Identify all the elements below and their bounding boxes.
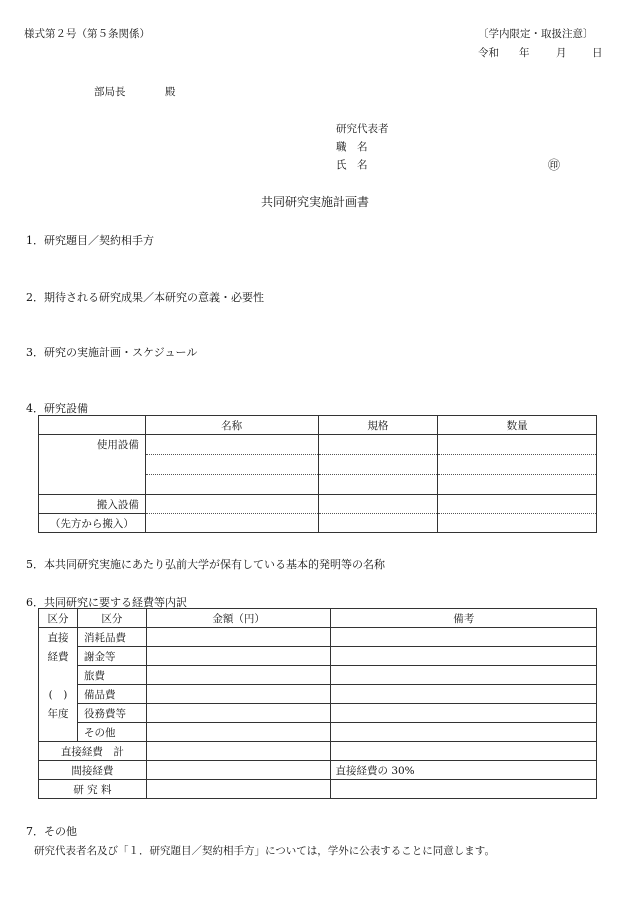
- date-month: 月: [556, 47, 567, 59]
- table-row: [39, 435, 597, 455]
- date-era: 令和: [478, 47, 499, 59]
- seal-mark: ㊞: [548, 158, 561, 172]
- equipment-table: [38, 415, 597, 533]
- direct-label-2: 経費: [47, 651, 69, 663]
- cost-table: [38, 608, 597, 799]
- table-row: [39, 495, 597, 514]
- form-number: 様式第２号（第５条関係）: [24, 28, 150, 40]
- consent-statement: 研究代表者名及び「１．研究題目／契約相手方」については，学外に公表することに同意します。: [34, 845, 495, 857]
- col-header-quantity: 数量: [438, 416, 597, 435]
- item-equipment: 備品費: [77, 685, 146, 704]
- brought-equipment-label: 搬入設備: [39, 495, 146, 514]
- document-title: 共同研究実施計画書: [260, 195, 369, 209]
- table-row: [39, 647, 597, 666]
- representative-label: 研究代表者: [336, 123, 389, 135]
- col-header-name: 名称: [145, 416, 318, 435]
- used-equipment-label: 使用設備: [39, 435, 146, 495]
- col-header-remarks: 備考: [331, 609, 597, 628]
- name-label: 氏 名: [336, 159, 368, 171]
- table-row: [39, 628, 597, 647]
- research-fee-label: 研 究 料: [39, 780, 147, 799]
- table-row: [39, 742, 597, 761]
- item-consumables: 消耗品費: [77, 628, 146, 647]
- item-other: その他: [77, 723, 146, 742]
- table-row: [39, 780, 597, 799]
- col-header-subcategory: 区分: [77, 609, 146, 628]
- addressee: 部局長: [94, 86, 126, 98]
- indirect-cost-note: 直接経費の 30%: [331, 761, 597, 780]
- section-6-heading: 6．共同研究に要する経費等内訳: [26, 596, 187, 609]
- direct-total-label: 直接経費 計: [39, 742, 147, 761]
- col-header-category: 区分: [39, 609, 78, 628]
- table-row: [39, 666, 597, 685]
- fiscal-year-label: 年度: [47, 708, 69, 720]
- table-row: [39, 609, 597, 628]
- section-4-heading: 4．研究設備: [26, 402, 88, 415]
- table-row: [39, 723, 597, 742]
- item-honoraria: 謝金等: [77, 647, 146, 666]
- addressee-honorific: 殿: [165, 86, 176, 98]
- date-year: 年: [519, 47, 530, 59]
- table-row: [39, 685, 597, 704]
- section-7-heading: 7．その他: [26, 825, 77, 838]
- item-services: 役務費等: [77, 704, 146, 723]
- table-row: [39, 704, 597, 723]
- table-row: [39, 514, 597, 533]
- section-2-heading: 2．期待される研究成果／本研究の意義・必要性: [26, 291, 264, 304]
- date-day: 日: [592, 47, 603, 59]
- restriction-note: 〔学内限定・取扱注意〕: [478, 28, 594, 40]
- position-label: 職 名: [336, 141, 368, 153]
- section-3-heading: 3．研究の実施計画・スケジュール: [26, 346, 198, 359]
- section-5-heading: 5．本共同研究実施にあたり弘前大学が保有している基本的発明等の名称: [26, 558, 385, 571]
- item-travel: 旅費: [77, 666, 146, 685]
- table-row: [39, 416, 597, 435]
- indirect-cost-label: 間接経費: [39, 761, 147, 780]
- direct-cost-category: [39, 628, 78, 742]
- col-header-amount: 金額（円）: [146, 609, 331, 628]
- col-header-spec: 規格: [318, 416, 438, 435]
- fiscal-year-paren: ( ): [48, 689, 68, 701]
- brought-equipment-note: （先方から搬入）: [39, 514, 146, 533]
- table-row: [39, 761, 597, 780]
- section-1-heading: 1．研究題目／契約相手方: [26, 234, 154, 247]
- direct-label-1: 直接: [47, 632, 69, 644]
